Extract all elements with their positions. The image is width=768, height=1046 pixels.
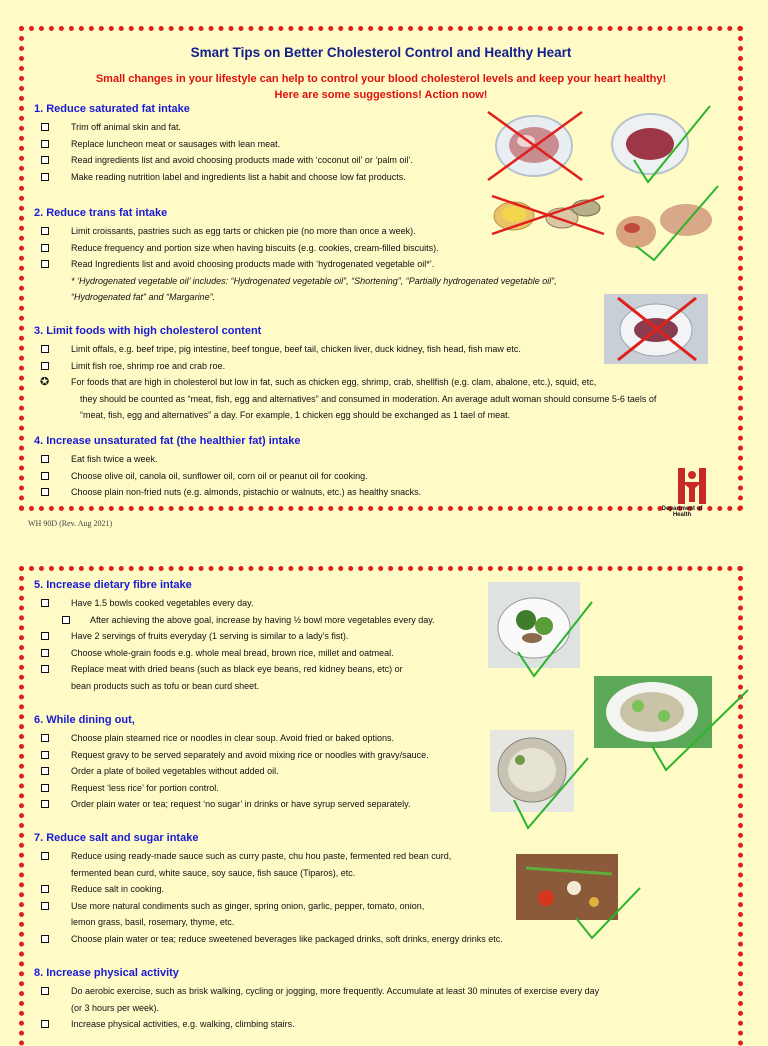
section-limit-cholesterol-foods xyxy=(34,325,656,424)
noodle-soup-checked-image xyxy=(490,730,590,830)
lean-meat-shape xyxy=(626,128,674,160)
list-item: Choose plain steamed rice or noodles in clear soup. Avoid fried or baked options. xyxy=(34,730,429,747)
condiments-checked-image xyxy=(516,854,646,940)
list-item: Request gravy to be served separately and avoid mixing rice or noodles with gravy/sauce. xyxy=(34,747,429,764)
checkbox-bullet-icon xyxy=(41,345,49,353)
checkbox-bullet-icon xyxy=(41,362,49,370)
page-title: Smart Tips on Better Cholesterol Control and Healthy Heart xyxy=(190,45,572,60)
stir-fry-checked-image xyxy=(594,676,754,772)
list-item: Reduce frequency and portion size when having biscuits (e.g. cookies, cream-filled biscuits). xyxy=(34,240,557,257)
list-item: Have 2 servings of fruits everyday (1 serving is similar to a lady’s fist). xyxy=(34,628,435,645)
footnote-line: * ‘Hydrogenated vegetable oil’ includes: “Hydrogenated vegetable oil”, “Shortening”, “Partially hydrogenated vegetable oil”, xyxy=(71,275,557,286)
footnote-line: “Hydrogenated fat” and “Margarine”. xyxy=(71,292,216,303)
form-code: WH 90D (Rev. Aug 2021) xyxy=(28,519,113,528)
list-item: Choose plain water or tea; reduce sweetened beverages like packaged drinks, soft drinks, energy drinks etc. xyxy=(34,931,503,948)
list-item: Eat fish twice a week. xyxy=(34,451,421,468)
list-item: Replace luncheon meat or sausages with lean meat. xyxy=(34,136,413,153)
tofu-shape xyxy=(620,692,684,732)
list-item: Read Ingredients list and avoid choosing products made with ‘hydrogenated vegetable oil*’. xyxy=(34,256,557,273)
list-item: Replace meat with dried beans (such as black eye beans, red kidney beans, etc) or xyxy=(34,661,435,678)
list-item-note-continued: “meat, fish, egg and alternatives” a day. For example, 1 chicken egg should be exchanged as 1 tael of meat. xyxy=(80,410,511,421)
list-item: Limit offals, e.g. beef tripe, pig intestine, beef tongue, beef tail, chicken liver, duck kidney, fish head, fish maw etc. xyxy=(34,341,656,358)
vegetables-bowl-checked-image xyxy=(488,582,596,678)
star-bullet-icon: ✪ xyxy=(40,376,50,389)
offal-crossed-image xyxy=(604,294,708,364)
list-item: Choose plain non-fried nuts (e.g. almonds, pistachio or walnuts, etc.) as healthy snacks. xyxy=(34,484,421,501)
broccoli-shape xyxy=(516,610,536,630)
vegetable-shape xyxy=(658,710,670,722)
checkbox-bullet-icon xyxy=(41,472,49,480)
list-item: Limit fish roe, shrimp roe and crab roe. xyxy=(34,358,656,375)
checkbox-bullet-icon xyxy=(41,599,49,607)
list-item: Choose whole-grain foods e.g. whole meal bread, brown rice, millet and oatmeal. xyxy=(34,645,435,662)
checkbox-bullet-icon xyxy=(41,767,49,775)
section-heading: 6. While dining out, xyxy=(34,714,135,726)
bun-shape xyxy=(660,204,712,236)
tomato-shape xyxy=(538,890,554,906)
page-subtitle xyxy=(24,71,738,103)
subtitle-line-1: Small changes in your lifestyle can help to control your blood cholesterol levels and keep your heart healthy! xyxy=(95,73,667,85)
list-item-continued: fermented bean curd, white sauce, soy sauce, fish sauce (Tiparos), etc. xyxy=(71,867,356,878)
list-item: Make reading nutrition label and ingredients list a habit and choose low fat products. xyxy=(34,169,413,186)
vegetable-shape xyxy=(515,755,525,765)
section-physical-activity xyxy=(34,967,599,1033)
section-increase-dietary-fibre xyxy=(34,579,435,695)
leaflet-panel-2 xyxy=(19,566,743,1046)
list-item: Order a plate of boiled vegetables without added oil. xyxy=(34,763,429,780)
leaflet-panel-1 xyxy=(19,26,743,511)
section-heading: 2. Reduce trans fat intake xyxy=(34,207,168,219)
egg-tart-filling-shape xyxy=(501,206,527,222)
plate-shape xyxy=(498,598,570,658)
checkbox-bullet-icon xyxy=(41,734,49,742)
vegetable-shape xyxy=(632,700,644,712)
section-heading: 7. Reduce salt and sugar intake xyxy=(34,832,199,844)
section-heading: 1. Reduce saturated fat intake xyxy=(34,103,190,115)
garlic-shape xyxy=(567,881,581,895)
section-reduce-saturated-fat xyxy=(34,103,413,185)
vegetable-shape xyxy=(535,617,553,635)
list-item: Trim off animal skin and fat. xyxy=(34,119,413,136)
checkbox-bullet-icon xyxy=(41,902,49,910)
list-item: Increase physical activities, e.g. walking, climbing stairs. xyxy=(34,1016,599,1033)
list-item-continued: lemon grass, basil, rosemary, thyme, etc. xyxy=(71,917,235,928)
section-dining-out xyxy=(34,714,429,813)
checkbox-bullet-icon xyxy=(41,885,49,893)
checkbox-bullet-icon xyxy=(41,784,49,792)
checkbox-bullet-icon xyxy=(41,488,49,496)
checkbox-bullet-icon xyxy=(41,852,49,860)
cutting-board-shape xyxy=(516,854,618,920)
checkbox-bullet-icon xyxy=(41,665,49,673)
pastries-crossed-image xyxy=(488,192,608,238)
section-heading: 3. Limit foods with high cholesterol content xyxy=(34,325,262,337)
section-heading: 5. Increase dietary fibre intake xyxy=(34,579,192,591)
mushroom-shape xyxy=(522,633,542,643)
list-item: Have 1.5 bowls cooked vegetables every day. xyxy=(34,595,435,612)
checkbox-bullet-icon xyxy=(41,751,49,759)
noodles-shape xyxy=(508,748,556,792)
list-item: Read ingredients list and avoid choosing products made with ‘coconut oil’ or ‘palm oil’. xyxy=(34,152,413,169)
checkbox-bullet-icon xyxy=(41,244,49,252)
list-item: Reduce salt in cooking. xyxy=(34,881,503,898)
section-increase-unsaturated-fat xyxy=(34,435,421,501)
list-item: Request ‘less rice’ for portion control. xyxy=(34,780,429,797)
subtitle-line-2: Here are some suggestions! Action now! xyxy=(274,89,488,101)
checkbox-bullet-icon xyxy=(41,123,49,131)
checkbox-bullet-icon xyxy=(41,800,49,808)
bread-rolls-checked-image xyxy=(610,182,722,262)
section-heading: 4. Increase unsaturated fat (the healthier fat) intake xyxy=(34,435,301,447)
checkbox-bullet-icon xyxy=(41,455,49,463)
checkbox-bullet-icon xyxy=(41,935,49,943)
checkbox-bullet-icon xyxy=(41,140,49,148)
list-item: Limit croissants, pastries such as egg tarts or chicken pie (no more than once a week). xyxy=(34,223,557,240)
section-reduce-trans-fat xyxy=(34,207,557,306)
list-item: Choose olive oil, canola oil, sunflower oil, corn oil or peanut oil for cooking. xyxy=(34,468,421,485)
list-item: Reduce using ready-made sauce such as curry paste, chu hou paste, fermented red bean curd, xyxy=(34,848,503,865)
filling-shape xyxy=(624,223,640,233)
list-item: Use more natural condiments such as ginger, spring onion, garlic, pepper, tomato, onion, xyxy=(34,898,503,915)
list-item-sub: After achieving the above goal, increase by having ½ bowl more vegetables every day. xyxy=(34,612,435,629)
checkbox-bullet-icon xyxy=(41,1020,49,1028)
list-item-note: ✪ For foods that are high in cholesterol but low in fat, such as chicken egg, shrimp, crab, shellfish (e.g. clam, abalone, etc.), squid, etc, xyxy=(40,376,597,389)
checkbox-bullet-icon xyxy=(62,616,70,624)
list-item-note-continued: they should be counted as “meat, fish, egg and alternatives” and consumed in moderation. An average adult woman should consume 5-6 taels of xyxy=(80,393,657,404)
lean-meat-checked-image xyxy=(606,104,716,186)
list-item-continued: (or 3 hours per week). xyxy=(71,1002,160,1013)
checkbox-bullet-icon xyxy=(41,156,49,164)
department-of-health-logo-icon xyxy=(674,466,710,506)
section-heading: 8. Increase physical activity xyxy=(34,967,179,979)
checkbox-bullet-icon xyxy=(41,632,49,640)
section-reduce-salt-sugar xyxy=(34,832,503,948)
checkbox-bullet-icon xyxy=(41,649,49,657)
checkbox-bullet-icon xyxy=(41,260,49,268)
checkbox-bullet-icon xyxy=(41,987,49,995)
department-of-health-label: Department of Health xyxy=(661,506,703,518)
list-item: Do aerobic exercise, such as brisk walking, cycling or jogging, more frequently. Accumulate at least 30 minutes of exercise every day xyxy=(34,983,599,1000)
list-item: Order plain water or tea; request ‘no sugar’ in drinks or have syrup served separately. xyxy=(34,796,429,813)
list-item-continued: bean products such as tofu or bean curd sheet. xyxy=(71,680,260,691)
ginger-shape xyxy=(589,897,599,907)
checkbox-bullet-icon xyxy=(41,227,49,235)
checkbox-bullet-icon xyxy=(41,173,49,181)
fatty-meat-crossed-image xyxy=(486,108,586,184)
